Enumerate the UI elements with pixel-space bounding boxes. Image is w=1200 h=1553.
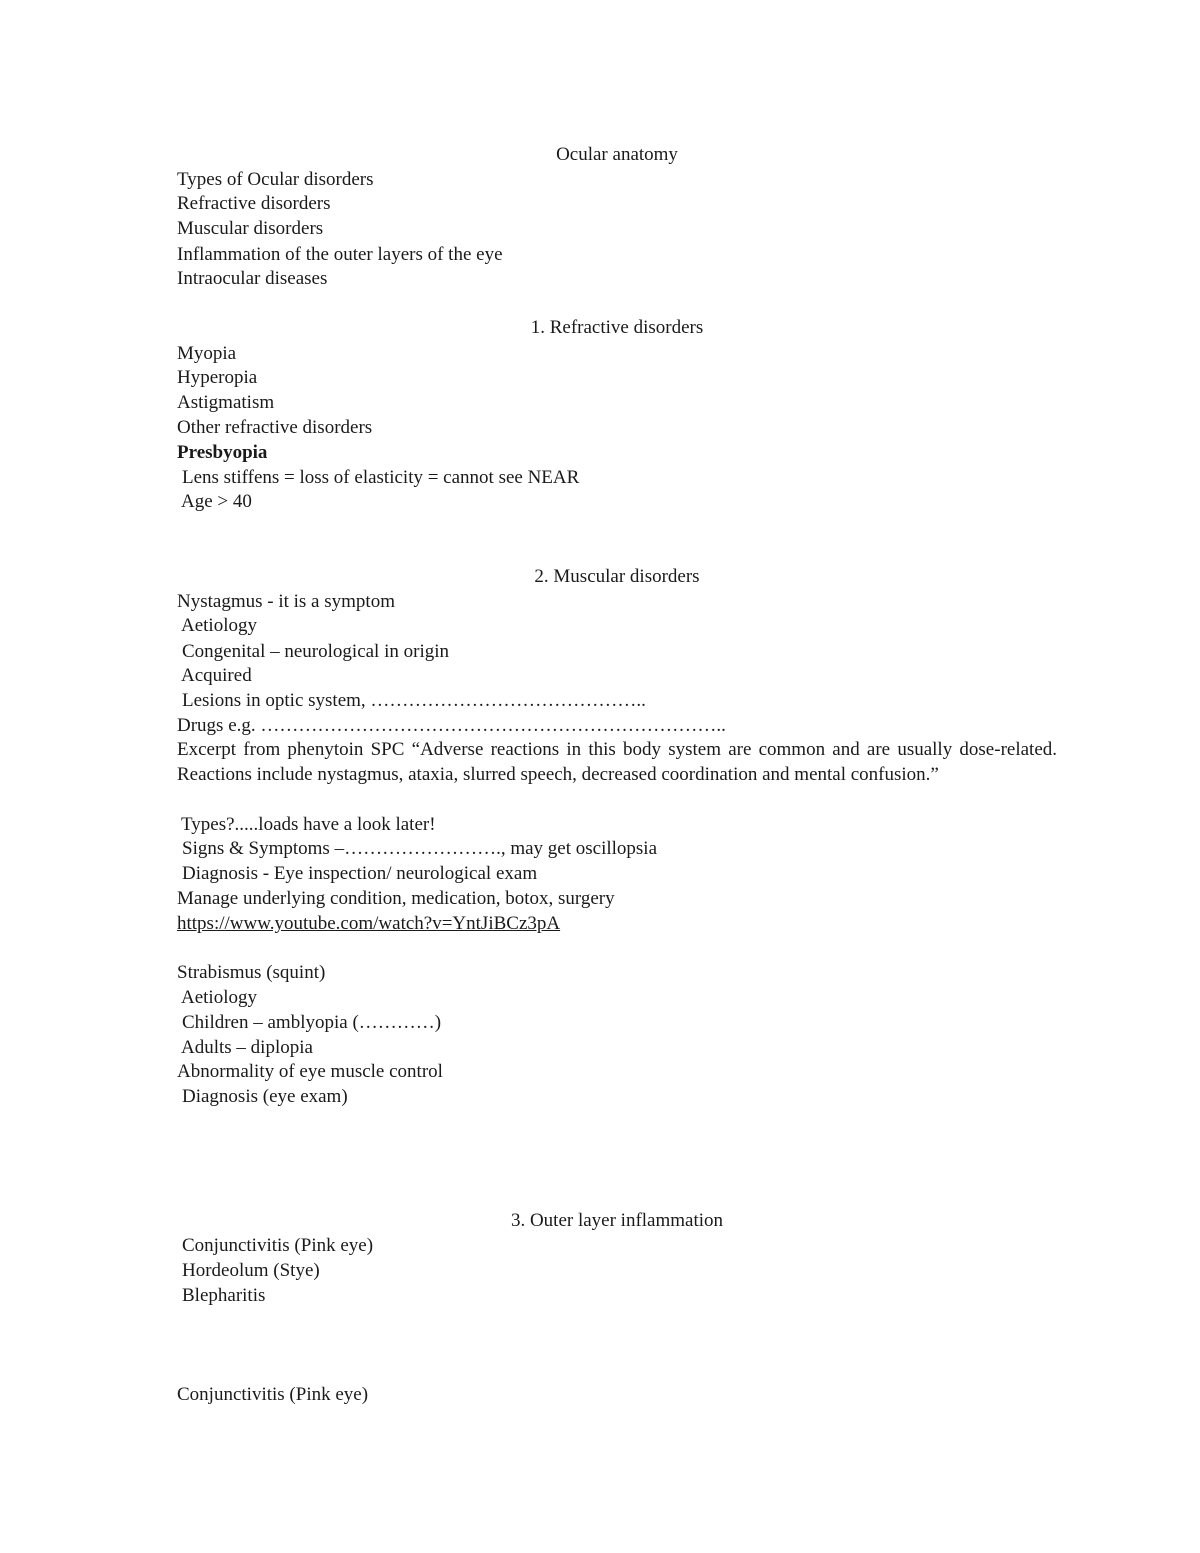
intro-line: Muscular disorders (177, 218, 324, 239)
section-heading-refractive: 1. Refractive disorders (530, 317, 704, 338)
youtube-link[interactable]: https://www.youtube.com/watch?v=YntJiBCz3pA (177, 913, 561, 934)
text-line: Aetiology (181, 987, 257, 1008)
text-line: Conjunctivitis (Pink eye) (177, 1384, 369, 1405)
intro-line: Types of Ocular disorders (177, 169, 374, 190)
text-line: Blepharitis (182, 1285, 266, 1306)
text-line: Children – amblyopia (…………) (182, 1012, 442, 1033)
text-line: Adults – diplopia (181, 1037, 313, 1058)
intro-line: Intraocular diseases (177, 268, 328, 289)
intro-line: Inflammation of the outer layers of the eye (177, 244, 503, 265)
text-line: Congenital – neurological in origin (182, 641, 450, 662)
text-line: Astigmatism (177, 392, 275, 413)
text-line: Hyperopia (177, 367, 258, 388)
text-line: Lens stiffens = loss of elasticity = cannot see NEAR (182, 467, 580, 488)
text-line: Other refractive disorders (177, 417, 373, 438)
text-line: Abnormality of eye muscle control (177, 1061, 443, 1082)
text-line: Diagnosis - Eye inspection/ neurological exam (182, 863, 538, 884)
section-heading-outer-layer: 3. Outer layer inflammation (510, 1210, 724, 1231)
text-line: Drugs e.g. ……………………………………………………………….. (177, 715, 726, 736)
text-line: Nystagmus - it is a symptom (177, 591, 395, 612)
text-line: Hordeolum (Stye) (182, 1260, 320, 1281)
text-line: Strabismus (squint) (177, 962, 326, 983)
text-line: Manage underlying condition, medication, botox, surgery (177, 888, 615, 909)
text-line: Types?.....loads have a look later! (181, 814, 436, 835)
text-line: Signs & Symptoms –……………………., may get oscillopsia (182, 838, 658, 859)
section-heading-muscular: 2. Muscular disorders (534, 566, 700, 587)
subheading-presbyopia: Presbyopia (177, 442, 268, 463)
text-line: Acquired (181, 665, 252, 686)
intro-line: Refractive disorders (177, 193, 331, 214)
text-line: Myopia (177, 343, 237, 364)
text-line: Lesions in optic system, …………………………………….. (182, 690, 646, 711)
page-title: Ocular anatomy (556, 144, 678, 165)
text-line: Aetiology (181, 615, 257, 636)
text-line: Age > 40 (181, 491, 252, 512)
text-line: Diagnosis (eye exam) (182, 1086, 348, 1107)
text-line: Conjunctivitis (Pink eye) (182, 1235, 374, 1256)
phenytoin-excerpt-paragraph: Excerpt from phenytoin SPC “Adverse reactions in this body system are common and are usually dose-related. Reactions include nystagmus, ataxia, slurred speech, decreased coordination and mental confusion.” (177, 739, 1057, 785)
